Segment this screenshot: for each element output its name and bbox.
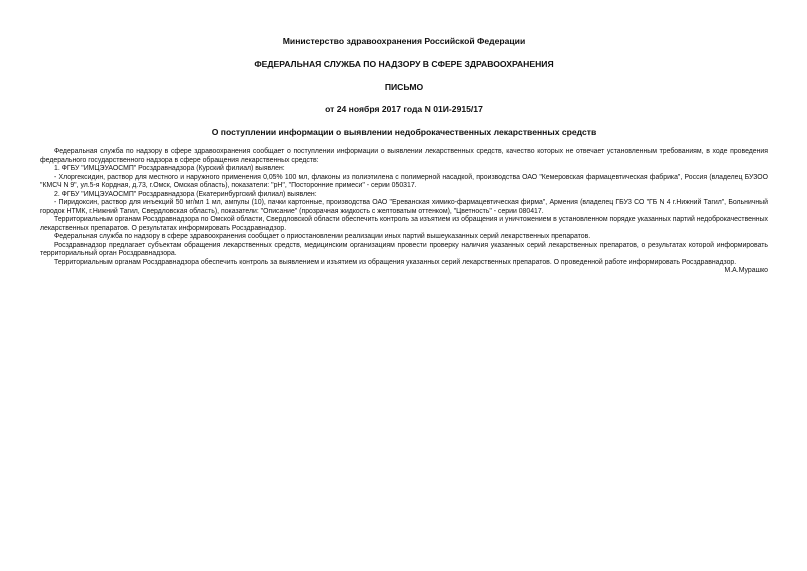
- document-date-number: от 24 ноября 2017 года N 01И-2915/17: [325, 104, 483, 114]
- body-paragraph: Территориальным органам Росздравнадзора обеспечить контроль за выявлением и изъятием из обращения указанных серий лекарственных препаратов. О проведенной работе информировать Росздравнадзор.: [54, 258, 737, 266]
- document-type: ПИСЬМО: [384, 82, 424, 92]
- ministry-name: Министерство здравоохранения Российской Федерации: [282, 36, 526, 46]
- body-paragraph: 1. ФГБУ "ИМЦЭУАОСМП" Росздравнадзора (Курский филиал) выявлен:: [54, 165, 285, 172]
- body-paragraph: Федеральная служба по надзору в сфере здравоохранения сообщает о приостановлении реализации иных партий вышеуказанных серий лекарственных препаратов.: [54, 233, 591, 240]
- body-paragraph: - Хлоргексидин, раствор для местного и наружного применения 0,05% 100 мл, флаконы из полиэтилена с полимерной насадкой, производства ОАО "Кемеровская фармацевтическая фабрика", Россия (владелец БУЗОО "КМСЧ N 9", ул.5-я Кордная, д.73, г.Омск, Омская область), показатели: "pH", "Посторонние примеси" - серии 050317.: [40, 173, 768, 189]
- document-body: [40, 148, 768, 276]
- document-subject: О поступлении информации о выявлении недоброкачественных лекарственных средств: [211, 127, 597, 137]
- service-name: ФЕДЕРАЛЬНАЯ СЛУЖБА ПО НАДЗОРУ В СФЕРЕ ЗДРАВООХРАНЕНИЯ: [254, 59, 554, 69]
- signature: М.А.Мурашко: [724, 267, 768, 274]
- document-header: [40, 36, 768, 138]
- body-paragraph: Территориальным органам Росздравнадзора по Омской области, Свердловской области обеспечить контроль за изъятием из обращения и уничтожением в установленном порядке указанных партий недоброкачественных лекарственных препаратов. О результатах информировать Росздравнадзор.: [40, 216, 768, 232]
- body-paragraph: - Пиридоксин, раствор для инъекций 50 мг/мл 1 мл, ампулы (10), пачки картонные, производства ОАО "Ереванская химико-фармацевтическая фирма", Армения (владелец ГБУЗ СО "ГБ N 4 г.Нижний Тагил", Больничный городок НТМК, г.Нижний Тагил, Свердловская область), показатели: "Описание" (прозрачная жидкость с желтоватым оттенком), "Цветность" - серии 080417.: [40, 199, 768, 215]
- body-paragraph: Федеральная служба по надзору в сфере здравоохранения сообщает о поступлении информации о выявлении лекарственных средств, качество которых не отвечает установленным требованиям, в ходе проведения федерального государственного надзора в сфере обращения лекарственных средств:: [40, 148, 768, 164]
- body-paragraph: Росздравнадзор предлагает субъектам обращения лекарственных средств, медицинским организациям провести проверку наличия указанных серий лекарственных препаратов, о результатах которой информировать территориальный орган Росздравнадзора.: [40, 241, 768, 257]
- body-paragraph: 2. ФГБУ "ИМЦЭУАОСМП" Росздравнадзора (Екатеринбургский филиал) выявлен:: [54, 190, 317, 198]
